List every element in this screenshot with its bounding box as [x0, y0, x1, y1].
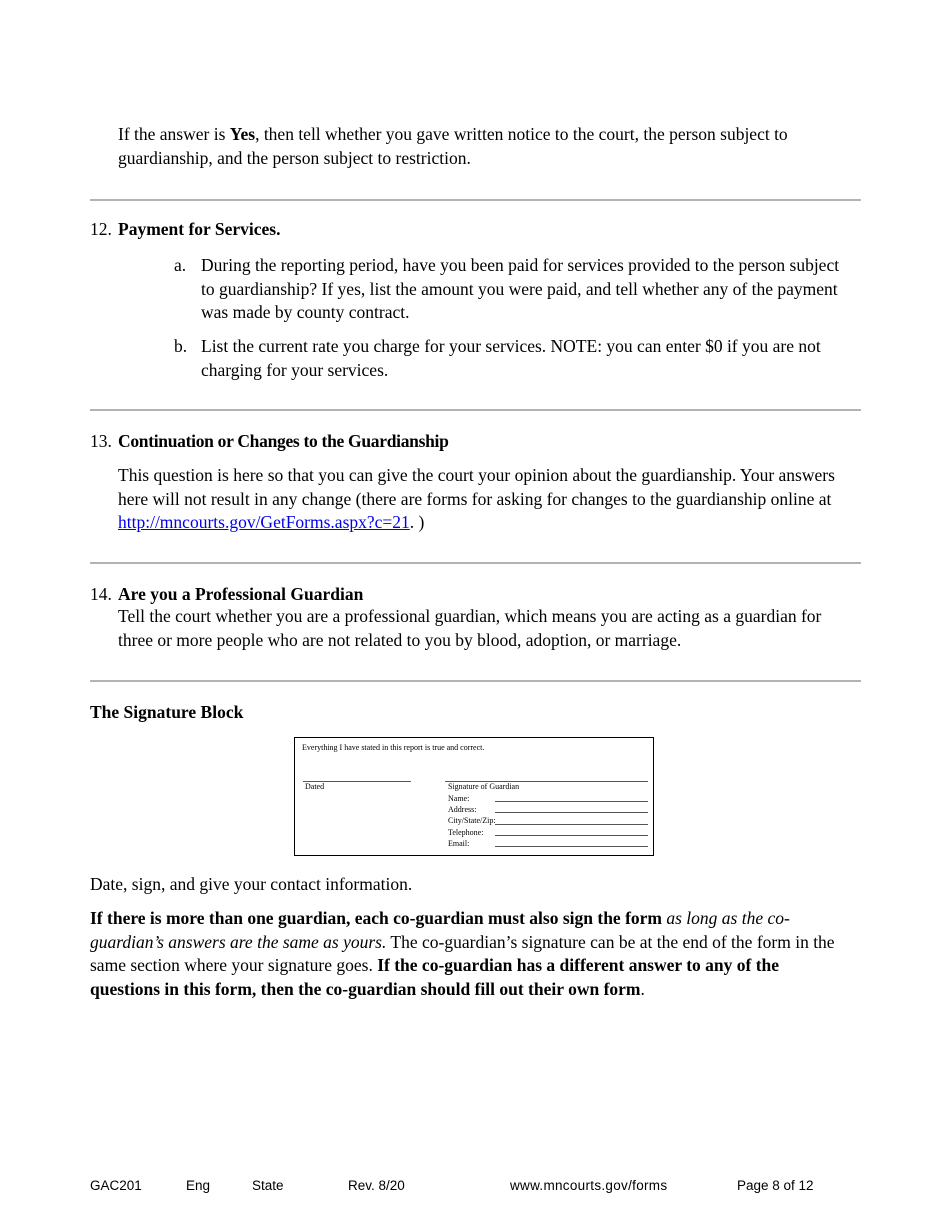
sig-statement: Everything I have stated in this report is true and correct.: [302, 743, 485, 752]
signature-block-title: The Signature Block: [90, 702, 244, 722]
name-line: [495, 801, 648, 802]
q13-text: [118, 464, 848, 535]
q14-text: Tell the court whether you are a professional guardian, which means you are acting as a guardian for three or more people who are not related to you by blood, adoption, or marriage.: [118, 606, 822, 650]
footer-form-code: GAC201: [90, 1178, 142, 1193]
q14-title: Are you a Professional Guardian: [118, 584, 364, 604]
co-bold-2: If the co-guardian has a different answer to any of the questions in this form, then the co-guardian should fill out their own form: [90, 955, 780, 999]
email-line: [495, 846, 648, 847]
telephone-line: [495, 835, 648, 836]
q12-b-label: b.: [174, 336, 188, 356]
intro-paragraph: [118, 123, 848, 170]
intro-yes: Yes: [229, 124, 256, 144]
getforms-link[interactable]: http://mncourts.gov/GetForms.aspx?c=21: [118, 512, 410, 532]
co-italic: as long as the co-guardian’s answers are the same as yours.: [90, 908, 790, 952]
footer-url: www.mncourts.gov/forms: [510, 1178, 668, 1193]
intro-post: , then tell whether you gave written notice to the court, the person subject to guardianship, and the person subject to restriction.: [118, 124, 788, 168]
address-line: [495, 812, 648, 813]
footer-revision: Rev. 8/20: [348, 1178, 405, 1193]
q12-a-label: a.: [174, 255, 187, 275]
signature-block-image: [294, 737, 654, 856]
divider: [90, 409, 861, 411]
sig-email: Email:: [448, 839, 470, 848]
co-bold-1: If there is more than one guardian, each co-guardian must also sign the form: [90, 908, 662, 928]
co-guardian-paragraph: [90, 907, 852, 1001]
city-line: [495, 824, 648, 825]
signature-instruction: Date, sign, and give your contact information.: [90, 874, 413, 894]
intro-pre: If the answer is: [118, 124, 230, 144]
footer-type: State: [252, 1178, 284, 1193]
q12-a-text: During the reporting period, have you been paid for services provided to the person subject to guardianship? If yes, list the amount you were paid, and tell whether any of the payment was made by county contract.: [201, 255, 840, 322]
sig-address: Address:: [448, 805, 477, 814]
q12-b-text: List the current rate you charge for your services. NOTE: you can enter $0 if you are not charging for your services.: [201, 336, 821, 380]
q13-text-pre: This question is here so that you can give the court your opinion about the guardianship. Your answers here will not result in any change (there are forms for asking for changes to the guardianship online at: [118, 465, 835, 509]
divider: [90, 680, 861, 682]
sig-city: City/State/Zip:: [448, 816, 496, 825]
q13-title: Continuation or Changes to the Guardianship: [118, 431, 449, 451]
q12-title: Payment for Services.: [118, 219, 281, 239]
sig-signature: Signature of Guardian: [448, 782, 520, 791]
sig-telephone: Telephone:: [448, 828, 484, 837]
q13-text-post: . ): [409, 512, 425, 532]
divider: [90, 199, 861, 201]
sig-dated: Dated: [305, 782, 325, 791]
co-plain: The co-guardian’s signature can be at the end of the form in the same section where your signature goes.: [90, 931, 835, 975]
footer-page-number: Page 8 of 12: [737, 1178, 814, 1193]
sig-name: Name:: [448, 794, 470, 803]
divider: [90, 562, 861, 564]
q13-number: 13.: [90, 431, 112, 451]
q14-number: 14.: [90, 584, 112, 604]
co-end: .: [640, 978, 645, 999]
footer-language: Eng: [186, 1178, 211, 1193]
q12-number: 12.: [90, 219, 112, 239]
